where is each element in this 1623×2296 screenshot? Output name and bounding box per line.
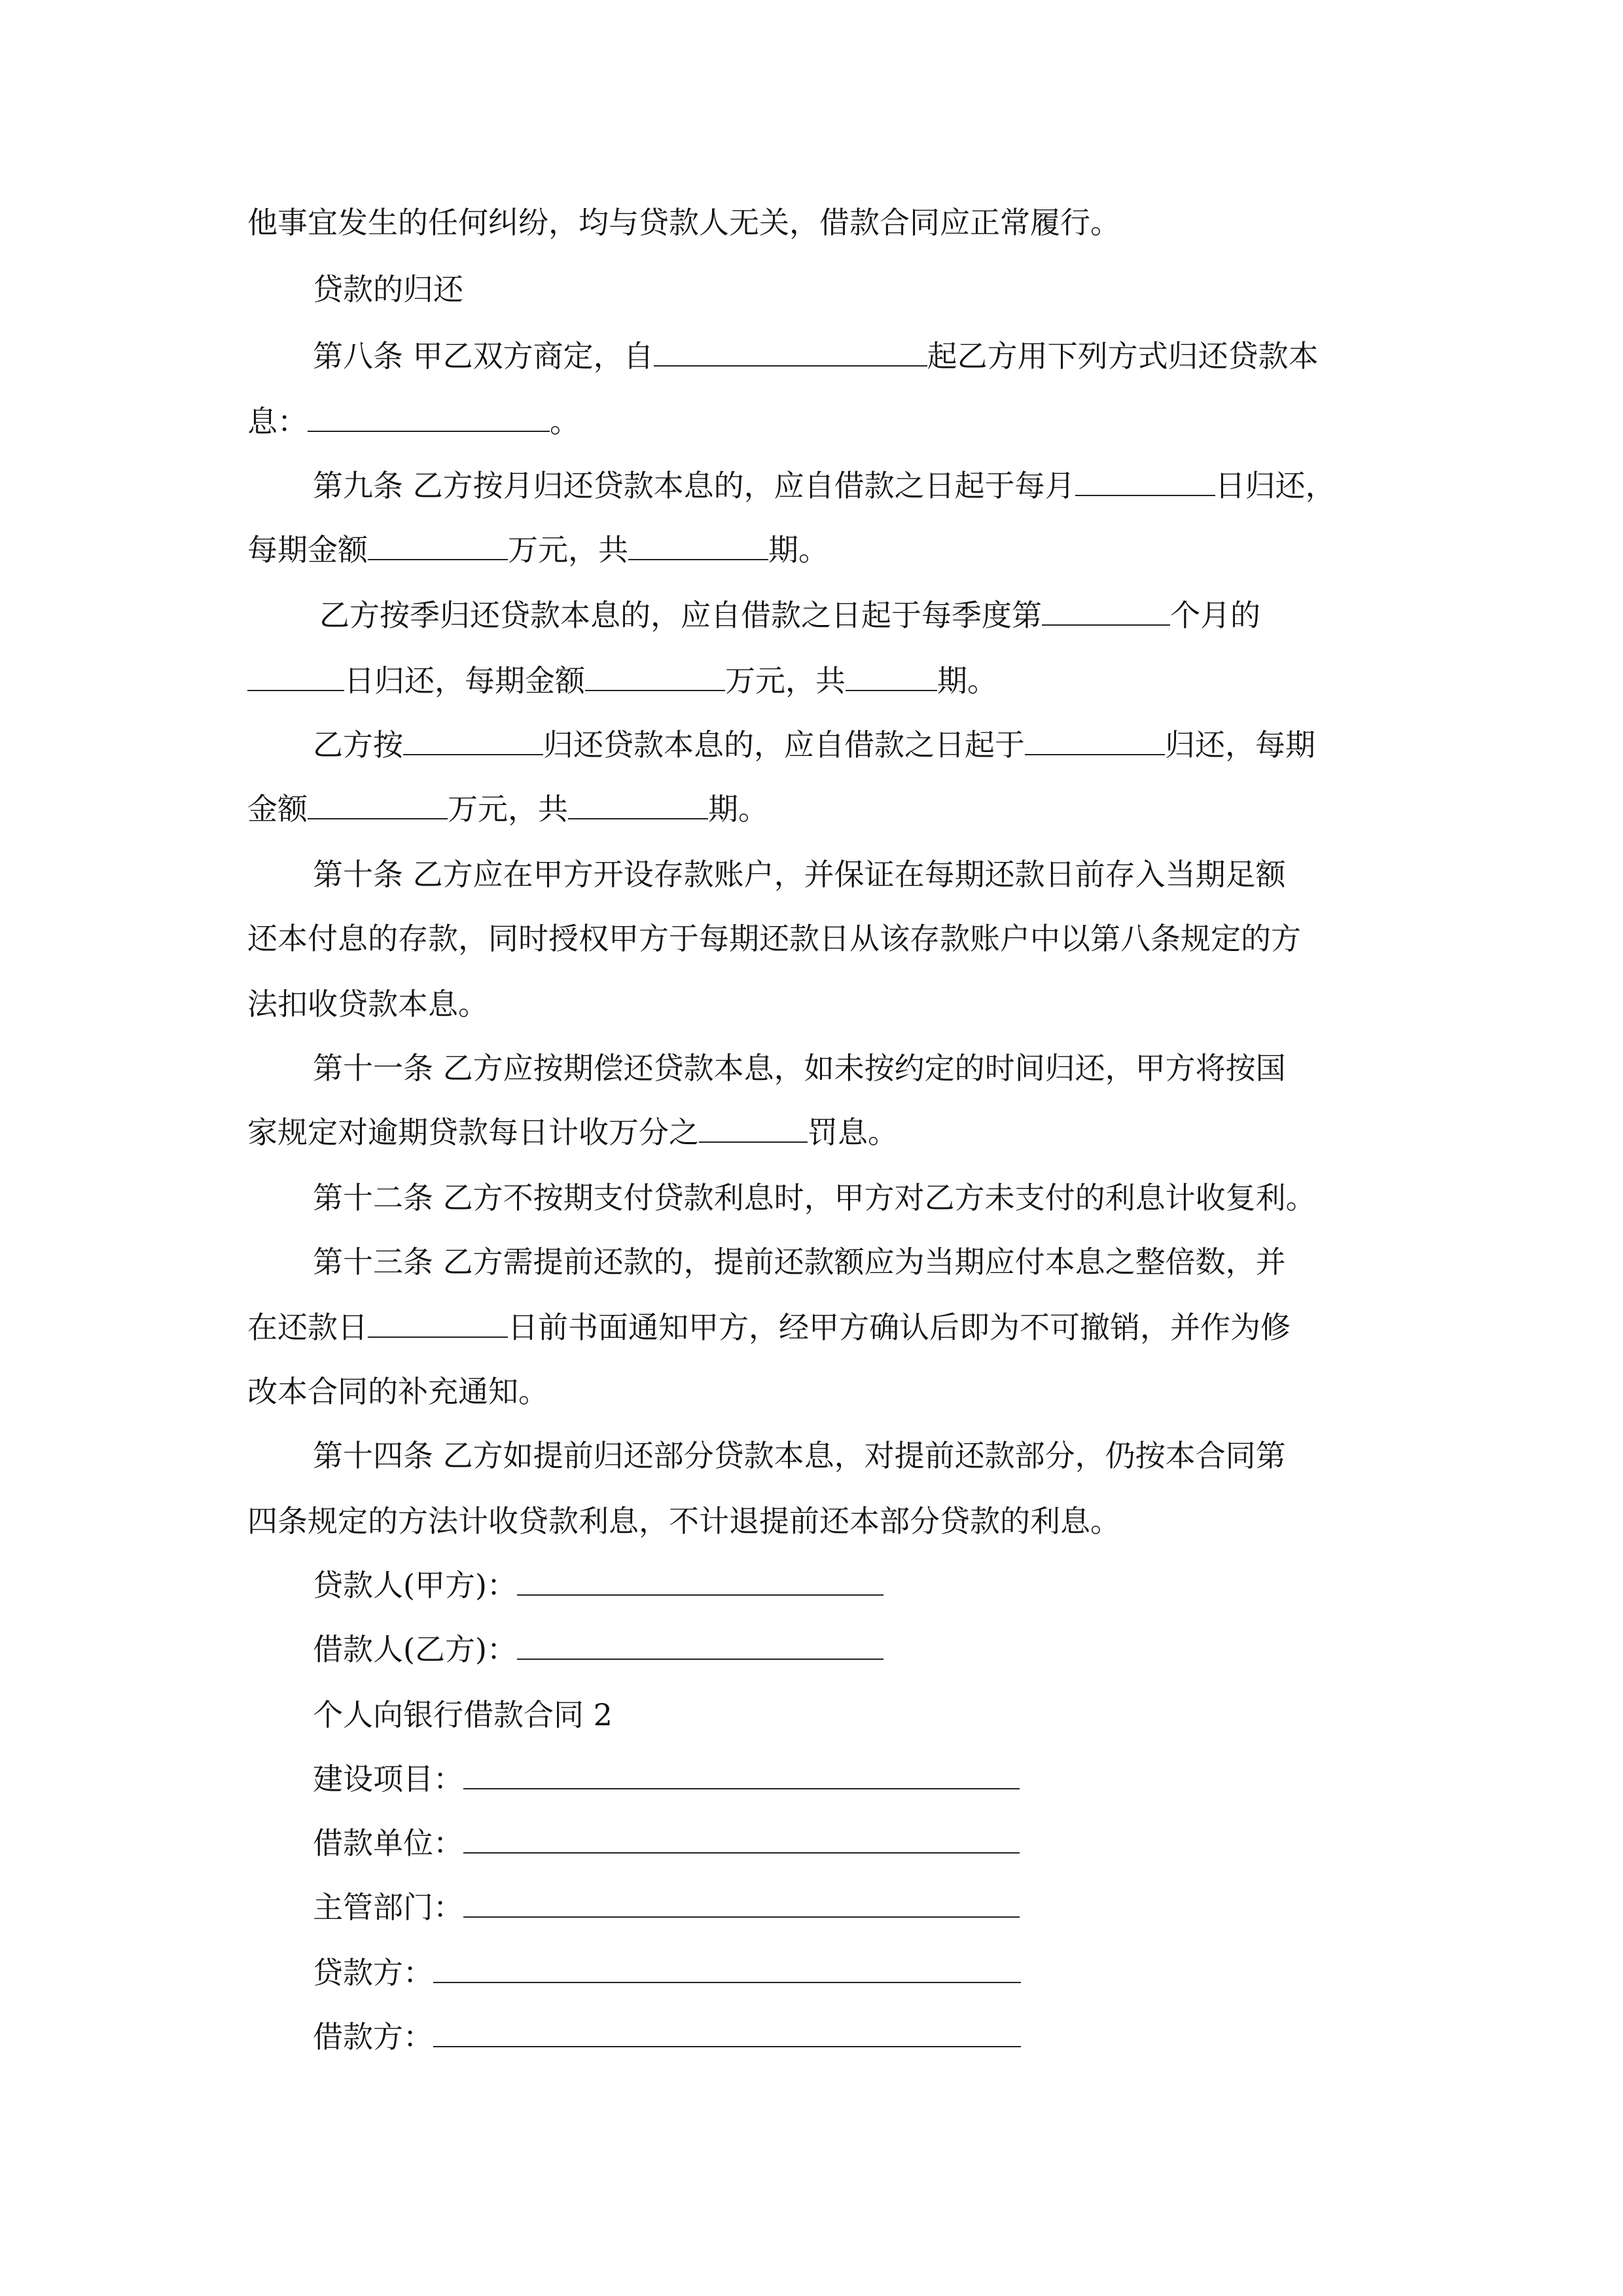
lender-signature-field[interactable] [517, 1566, 883, 1596]
article-13-line-1: 第十三条 乙方需提前还款的，提前还款额应为当期应付本息之整倍数，并 [313, 1244, 1286, 1280]
article-11-line-1: 第十一条 乙方应按期偿还贷款本息，如未按约定的时间归还，甲方将按国 [313, 1050, 1286, 1086]
other-method-line-2: 金额 万元，共 期。 [247, 789, 768, 829]
article-9-line-1: 第九条 乙方按月归还贷款本息的，应自借款之日起于每月 日归还， [313, 466, 1336, 505]
section-heading-repayment: 贷款的归还 [313, 272, 463, 307]
quarterly-line-2: 日归还，每期金额 万元，共 期。 [247, 661, 997, 700]
borrowing-unit-row: 借款单位： [313, 1823, 1020, 1863]
blank-field[interactable] [403, 725, 543, 755]
borrower-signature-field[interactable] [517, 1630, 883, 1660]
blank-field[interactable] [585, 661, 725, 691]
construction-project-field[interactable] [463, 1759, 1020, 1789]
blank-field[interactable] [308, 402, 550, 432]
article-10-line-2: 还本付息的存款，同时授权甲方于每期还款日从该存款账户中以第八条规定的方 [247, 921, 1301, 956]
lender-row: 贷款方： [313, 1953, 1021, 1992]
supervising-dept-row: 主管部门： [313, 1888, 1020, 1927]
blank-field[interactable] [654, 336, 927, 367]
blank-field[interactable] [846, 661, 937, 691]
article-8-line-1: 第八条 甲乙双方商定，自 起乙方用下列方式归还贷款本 [313, 336, 1319, 376]
quarterly-line-1: 乙方按季归还贷款本息的，应自借款之日起于每季度第 个月的 [319, 596, 1260, 635]
signature-borrower: 借款人(乙方)： [313, 1630, 883, 1669]
blank-field[interactable] [368, 530, 508, 560]
article-14-line-1: 第十四条 乙方如提前归还部分贷款本息，对提前还款部分，仍按本合同第 [313, 1438, 1286, 1473]
blank-field[interactable] [368, 1308, 508, 1338]
article-13-line-3: 改本合同的补充通知。 [247, 1374, 548, 1409]
article-10-line-1: 第十条 乙方应在甲方开设存款账户，并保证在每期还款日前存入当期足额 [313, 857, 1286, 892]
article-9-line-2: 每期金额 万元，共 期。 [247, 530, 829, 569]
lender-field[interactable] [433, 1953, 1021, 1983]
construction-project-row: 建设项目： [313, 1759, 1020, 1799]
other-method-line-1: 乙方按 归还贷款本息的，应自借款之日起于 归还，每期 [313, 725, 1315, 764]
blank-field[interactable] [568, 789, 708, 819]
borrower-row: 借款方： [313, 2017, 1021, 2056]
article-8-line-2: 息： 。 [247, 402, 580, 441]
blank-field[interactable] [1025, 725, 1165, 755]
blank-field[interactable] [628, 530, 768, 560]
article-11-line-2: 家规定对逾期贷款每日计收万分之 罚息。 [247, 1113, 898, 1152]
signature-lender: 贷款人(甲方)： [313, 1566, 883, 1605]
borrower-field[interactable] [433, 2017, 1021, 2047]
supervising-dept-field[interactable] [463, 1888, 1020, 1918]
blank-field[interactable] [699, 1113, 808, 1143]
borrowing-unit-field[interactable] [463, 1823, 1020, 1854]
article-13-line-2: 在还款日 日前书面通知甲方，经甲方确认后即为不可撤销，并作为修 [247, 1308, 1291, 1347]
article-10-line-3: 法扣收贷款本息。 [247, 986, 488, 1022]
blank-field[interactable] [308, 789, 448, 819]
article-14-line-2: 四条规定的方法计收贷款利息，不计退提前还本部分贷款的利息。 [247, 1503, 1120, 1539]
blank-field[interactable] [247, 661, 344, 691]
paragraph-continuation: 他事宜发生的任何纠纷，均与贷款人无关，借款合同应正常履行。 [247, 205, 1120, 240]
contract-2-title: 个人向银行借款合同 2 [313, 1697, 613, 1732]
article-12: 第十二条 乙方不按期支付贷款利息时，甲方对乙方未支付的利息计收复利。 [313, 1180, 1316, 1215]
blank-field[interactable] [1075, 466, 1215, 496]
blank-field[interactable] [1042, 596, 1170, 626]
